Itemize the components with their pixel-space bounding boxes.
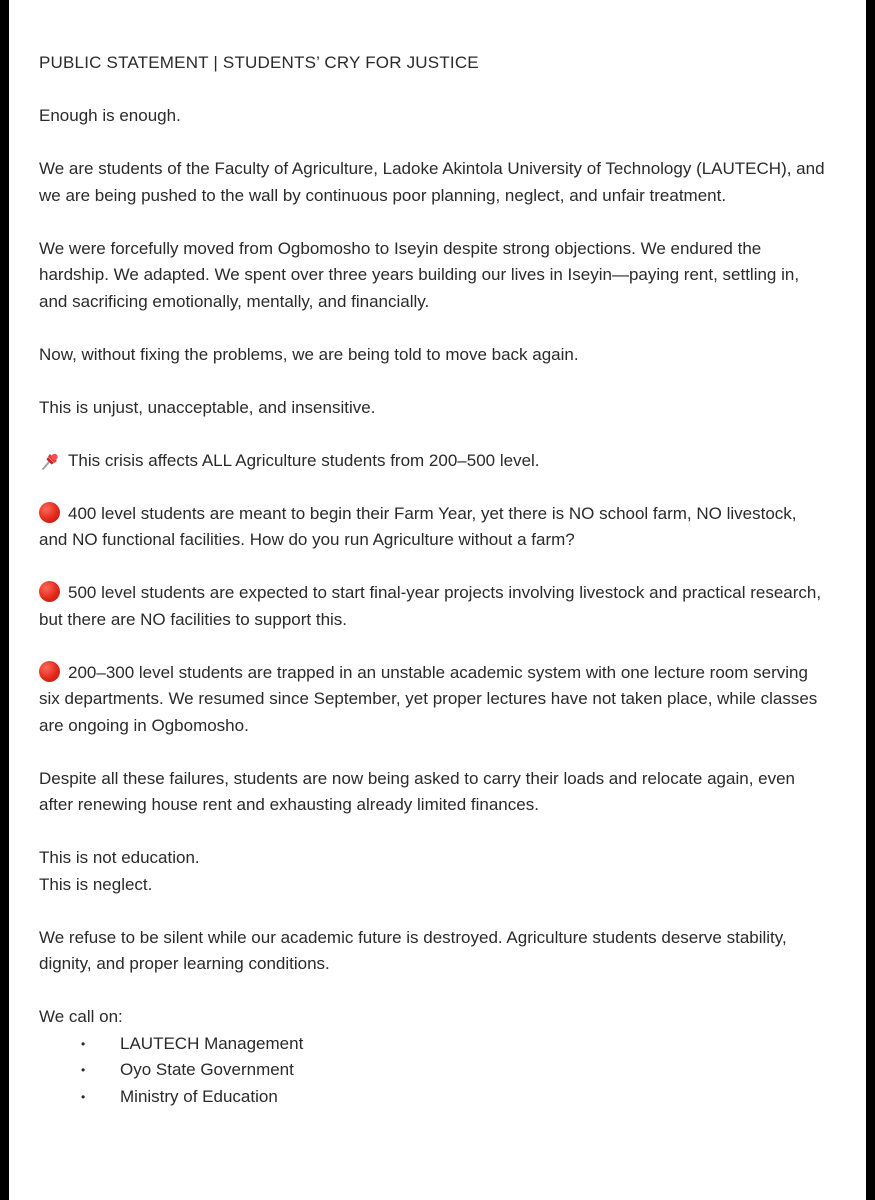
call-item-text: Ministry of Education xyxy=(120,1086,278,1106)
call-list xyxy=(39,1031,829,1111)
paragraph-unjust: This is unjust, unacceptable, and insensitive. xyxy=(39,397,376,417)
call-item-text: LAUTECH Management xyxy=(120,1033,304,1053)
paragraph-move-back: Now, without fixing the problems, we are being told to move back again. xyxy=(39,344,579,364)
paragraph-enough: Enough is enough. xyxy=(39,106,181,125)
list-item xyxy=(81,1084,829,1111)
bullet: • xyxy=(81,1089,86,1104)
paragraph-not-education: This is not education. xyxy=(39,848,200,867)
pin-line-text: This crisis affects ALL Agriculture students from 200–500 level. xyxy=(68,450,540,470)
paragraph-refuse: We refuse to be silent while our academic future is destroyed. Agriculture students deserve stability, dignity, and proper learning conditions. xyxy=(39,927,787,973)
list-item xyxy=(81,1031,829,1058)
point-200-300-text: 200–300 level students are trapped in an unstable academic system with one lecture room serving six departments. We resumed since September, yet proper lectures have not taken place, while classes are ongoing in Ogbomosho. xyxy=(39,662,818,735)
red-circle-icon xyxy=(39,502,60,523)
call-item-text: Oyo State Government xyxy=(120,1060,294,1079)
red-circle-icon xyxy=(39,661,60,682)
point-500-level xyxy=(39,580,829,633)
point-400-text: 400 level students are meant to begin their Farm Year, yet there is NO school farm, NO livestock, and NO functional facilities. How do you run Agriculture without a farm? xyxy=(39,503,797,549)
statement-body xyxy=(39,50,829,1110)
paragraph-relocation: We were forcefully moved from Ogbomosho to Iseyin despite strong objections. We endured the hardship. We adapted. We spent over three years building our lives in Iseyin—paying rent, settling in, and sacrificing emotionally, mentally, and financially. xyxy=(39,238,800,311)
paragraph-despite: Despite all these failures, students are now being asked to carry their loads and relocate again, even after renewing house rent and exhausting already limited finances. xyxy=(39,768,796,814)
bullet: • xyxy=(81,1036,86,1051)
bullet: • xyxy=(81,1063,86,1077)
pin-line xyxy=(39,448,829,475)
list-item xyxy=(81,1057,829,1084)
point-500-text: 500 level students are expected to start final-year projects involving livestock and practical research, but there are NO facilities to support this. xyxy=(39,583,822,629)
statement-title: PUBLIC STATEMENT | STUDENTS’ CRY FOR JUSTICE xyxy=(39,53,479,72)
point-400-level xyxy=(39,501,829,554)
call-intro: We call on: xyxy=(39,1007,123,1026)
red-circle-icon xyxy=(39,581,60,602)
pushpin-icon xyxy=(39,450,61,470)
point-200-300-level xyxy=(39,660,829,740)
paragraph-neglect: This is neglect. xyxy=(39,874,153,894)
paragraph-intro: We are students of the Faculty of Agriculture, Ladoke Akintola University of Technology (LAUTECH), and we are being pushed to the wall by continuous poor planning, neglect, and unfair treatment. xyxy=(39,159,825,205)
document-page xyxy=(9,0,866,1200)
